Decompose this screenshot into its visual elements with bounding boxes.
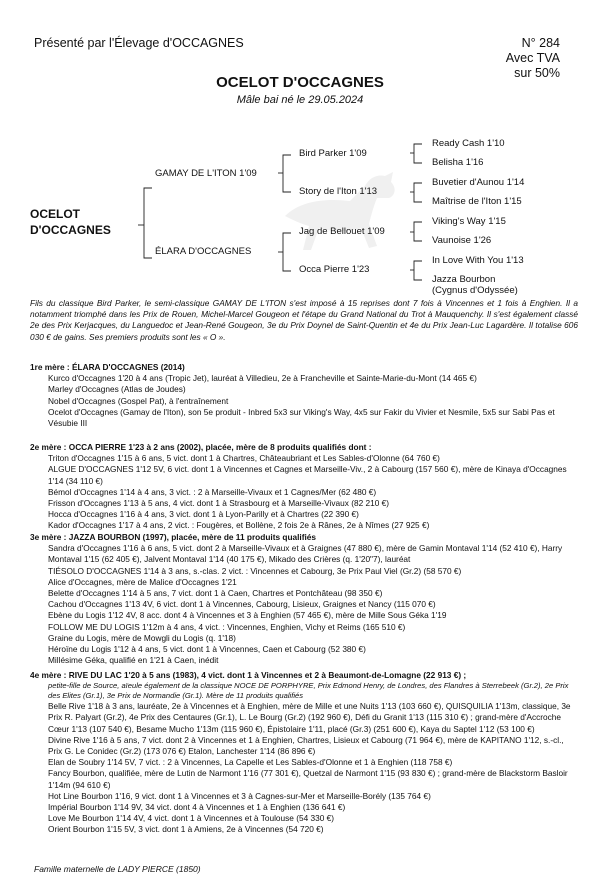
second-dam-line: Triton d'Occagnes 1'15 à 6 ans, 5 vict. dont 1 à Chartres, Châteaubriant et Les Sables-d'Olonne (64 760 €) — [48, 453, 440, 464]
third-dam-line: FOLLOW ME DU LOGIS 1'12m à 4 ans, 4 vict. : Vincennes, Enghien, Vichy et Reims (165 510 €) — [48, 621, 406, 632]
subject-name-line-2: D'OCCAGNES — [30, 223, 111, 237]
fourth-dam-heading: 4e mère : RIVE DU LAC 1'20 à 5 ans (1983), 4 vict. dont 1 à Vincennes et 2 à Beaumont-de-Lomagne (22 913 €) ; — [30, 670, 467, 680]
third-dam-line: Millésime Géka, qualifié en 1'21 à Caen, inédit — [48, 655, 219, 666]
bracket-ss — [414, 144, 422, 163]
fourth-dam-line: Fancy Bourbon, qualifiée, mère de Lutin de Narmont 1'16 (77 301 €), Quetzal de Narmont 1'15 (93 830 €) ; grand-mère de Blackstorm Basloir 1'14m (94 610 €) — [48, 768, 568, 790]
third-dam-line: Ebène du Logis 1'12 4V, 8 acc. dont 4 à Vincennes et 3 à Enghien (57 465 €), mère de Mille Sous Géka 1'19 — [48, 610, 447, 621]
subject-name-line-1: OCELOT — [30, 207, 80, 221]
page-title: OCELOT D'OCCAGNES — [216, 74, 384, 91]
fourth-dam-line: Love Me Bourbon 1'14 4V, 4 vict. dont 1 à Vincennes et à Toulouse (54 330 €) — [48, 813, 335, 824]
third-dam-line: Héroïne du Logis 1'12 à 4 ans, 5 vict. dont 1 à Vincennes, Caen et Cabourg (52 380 €) — [48, 644, 366, 655]
second-dam-line: Kador d'Occagnes 1'17 à 4 ans, 2 vict. : Fougères, et Bollène, 2 fois 2e à Rânes, 2e à Nîmes (27 925 €) — [48, 520, 430, 531]
third-dam-heading: 3e mère : JAZZA BOURBON (1997), placée, mère de 11 produits qualifiés — [30, 532, 317, 542]
first-dam-line: Nobel d'Occagnes (Gospel Pat), à l'entraînement — [48, 395, 229, 406]
sire-description: Fils du classique Bird Parker, le semi-classique GAMAY DE L'ITON s'est imposé à 15 reprises dont 7 fois à Vincennes et 1 fois à Enghien. Il a notamment triomphé dans les Prix de Rouen, Michel-Marcel Gougeon et l'étape du Grand National du Trot à Mauquenchy. Il s'est également classé 2e des Prix Kerjacques, du Languedoc et Jean-René Gougeon, 3e du Prix Doynel de Saint-Quentin et 4e du Prix Jean-Luc Lagardère. Il totalise 606 030 € de gains. Ses premiers produits sont les « O ». — [30, 298, 578, 342]
pedigree-dss: Viking's Way 1'15 — [432, 216, 506, 227]
first-dam-line: Ocelot d'Occagnes (Gamay de l'Iton), son 5e produit - Inbred 5x3 sur Viking's Way, 4x5 sur Fakir du Vivier et Nesmile, 5x5 sur Sabi Pas et Vésubie III — [48, 406, 555, 429]
second-dam-line: ALGUE D'OCCAGNES 1'12 5V, 6 vict. dont 1 à Vincennes et Cagnes et Marseille-Viv., 2 à Cabourg (157 560 €), mère de Kinaya d'Occagnes 1'14 (34 110 €) — [48, 464, 567, 486]
bracket-dam — [283, 233, 291, 271]
pedigree-sire: GAMAY DE L'ITON 1'09 — [155, 168, 257, 179]
page-subtitle: Mâle bai né le 29.05.2024 — [236, 94, 364, 106]
fourth-dam-line: Hot Line Bourbon 1'16, 9 vict. dont 1 à Vincennes et 3 à Cagnes-sur-Mer et Marseille-Borély (135 764 €) — [48, 790, 431, 801]
first-dam-line: Marley d'Occagnes (Atlas de Joudes) — [48, 384, 186, 395]
fourth-dam-line: Belle Rive 1'18 à 3 ans, lauréate, 2e à Vincennes et à Enghien, mère de Mille et une Nuits 1'13 (103 660 €), QUISQUILIA 1'13m, classique, 3e Prix R. Palyart (Gr.2), 4e Prix des Centaures (Gr.1), L. Le Bourg (Gr.2) (192 960 €), Défi du Granit 1'13 (115 310 €) ; grand-mère d'Accroche Cœur 1'13 (107 540 €), Besame Mucho 1'13m (115 960 €), Épistolaire 1'11, placé (Gr.3) (251 600 €), Kaya du Saptel 1'12 (53 100 €) — [48, 701, 571, 734]
pedigree-ddd-note: (Cygnus d'Odyssée) — [432, 285, 518, 296]
pedigree-sire-sire: Bird Parker 1'09 — [299, 148, 367, 159]
vat-line-1: Avec TVA — [505, 51, 560, 65]
presenter-line: Présenté par l'Élevage d'OCCAGNES — [34, 36, 244, 50]
third-dam-line: Alice d'Occagnes, mère de Malice d'Occagnes 1'21 — [48, 576, 237, 587]
third-dam-line: Belette d'Occagnes 1'14 à 5 ans, 7 vict. dont 1 à Caen, Chartres et Pontchâteau (98 350 €) — [48, 588, 383, 599]
second-dam-line: Hocca d'Occagnes 1'16 à 4 ans, 3 vict. dont 1 à Lyon-Parilly et à Chartres (22 390 €) — [48, 509, 359, 520]
fourth-dam-line: Orient Bourbon 1'15 5V, 3 vict. dont 1 à Amiens, 2e à Vincennes (54 720 €) — [48, 824, 324, 835]
third-dam-line: TIÉSOLO D'OCCAGNES 1'14 à 3 ans, s.-clas. 2 vict. : Vincennes et Cabourg, 3e Prix Paul Viel (Gr.2) (58 570 €) — [48, 565, 462, 576]
second-dam-heading: 2e mère : OCCA PIERRE 1'23 à 2 ans (2002), placée, mère de 8 produits qualifiés dont : — [30, 442, 372, 452]
vat-line-2: sur 50% — [514, 66, 560, 80]
third-dam-line: Graine du Logis, mère de Mowgli du Logis (q. 1'18) — [48, 632, 236, 643]
pedigree-dds: In Love With You 1'13 — [432, 255, 524, 266]
lot-number: N° 284 — [521, 36, 560, 50]
pedigree-dam-sire: Jag de Bellouet 1'09 — [299, 226, 385, 237]
second-dam-line: Bémol d'Occagnes 1'14 à 4 ans, 3 vict. : 2 à Marseille-Vivaux et 1 Cagnes/Mer (62 480 €) — [48, 486, 377, 497]
fourth-dam-section — [30, 670, 578, 836]
bracket-dd — [414, 261, 422, 280]
pedigree-subject — [30, 206, 111, 238]
fourth-dam-line: Divine Rive 1'16 à 5 ans, 7 vict. dont 2 à Vincennes et 1 à Enghien, Chartres, Lisieux et Cabourg (71 964 €), mère de KAPITANO 1'12, s.-cl., Prix G. Le Conidec (Gr.2) (173 076 €) Etalon, Lanchester 1'14 (86 896 €) — [48, 734, 564, 757]
bracket-ds — [414, 222, 422, 241]
maternal-family-footer: Famille maternelle de LADY PIERCE (1850) — [34, 864, 201, 874]
bracket-main — [144, 188, 152, 258]
second-dam-section — [30, 442, 578, 532]
fourth-dam-line: Impérial Bourbon 1'14 9V, 34 vict. dont 4 à Vincennes et 1 à Enghien (136 641 €) — [48, 802, 346, 813]
pedigree-sire-dam: Story de l'Iton 1'13 — [299, 186, 378, 197]
pedigree-sss: Ready Cash 1'10 — [432, 138, 505, 149]
pedigree-dam-dam: Occa Pierre 1'23 — [299, 264, 370, 275]
fourth-dam-note: petite-fille de Source, aïeule également de la classique NOCE DE PORPHYRE, Prix Edmond Henry, de Londres, des Flandres à Sterrebeek (Gr.2), 2e Prix des Elites (Gr.1), 3e Prix de Normandie (Gr.1). Mère de 11 produits qualifiés — [48, 681, 569, 701]
third-dam-section — [30, 532, 578, 666]
third-dam-line: Cachou d'Occagnes 1'13 4V, 6 vict. dont 1 à Vincennes, Cabourg, Lisieux, Graignes et Nancy (115 070 €) — [48, 599, 436, 610]
third-dam-line: Sandra d'Occagnes 1'16 à 6 ans, 5 vict. dont 2 à Marseille-Vivaux et à Graignes (47 880 €), mère de Gamin Montaval 1'14 (52 410 €), Harry Montaval 1'15 (62 405 €), Jalvent Montaval 1'14 (40 175 €), Mikado des Crières (q. 1'20"7), lauréat — [48, 543, 563, 565]
fourth-dam-line: Elan de Soubry 1'14 5V, 7 vict. : 2 à Vincennes, La Capelle et Les Sables-d'Olonne et 1 à Enghien (118 758 €) — [48, 757, 453, 768]
pedigree-ssd: Belisha 1'16 — [432, 157, 484, 168]
first-dam-line: Kurco d'Occagnes 1'20 à 4 ans (Tropic Jet), lauréat à Villedieu, 2e à Francheville et Sainte-Marie-du-Mont (14 465 €) — [48, 373, 477, 384]
first-dam-heading: 1re mère : ÉLARA D'OCCAGNES (2014) — [30, 362, 185, 372]
second-dam-line: Frisson d'Occagnes 1'13 à 5 ans, 4 vict. dont 1 à Strasbourg et à Marseille-Vivaux (82 210 €) — [48, 498, 390, 509]
bracket-sd — [414, 183, 422, 202]
pedigree-sdd: Maîtrise de l'Iton 1'15 — [432, 196, 522, 207]
pedigree-ddd: Jazza Bourbon — [432, 274, 496, 285]
first-dam-section — [30, 362, 578, 429]
pedigree-sds: Buvetier d'Aunou 1'14 — [432, 177, 525, 188]
pedigree-dsd: Vaunoise 1'26 — [432, 235, 492, 246]
pedigree-dam: ÉLARA D'OCCAGNES — [155, 246, 252, 257]
bracket-sire — [283, 155, 291, 192]
